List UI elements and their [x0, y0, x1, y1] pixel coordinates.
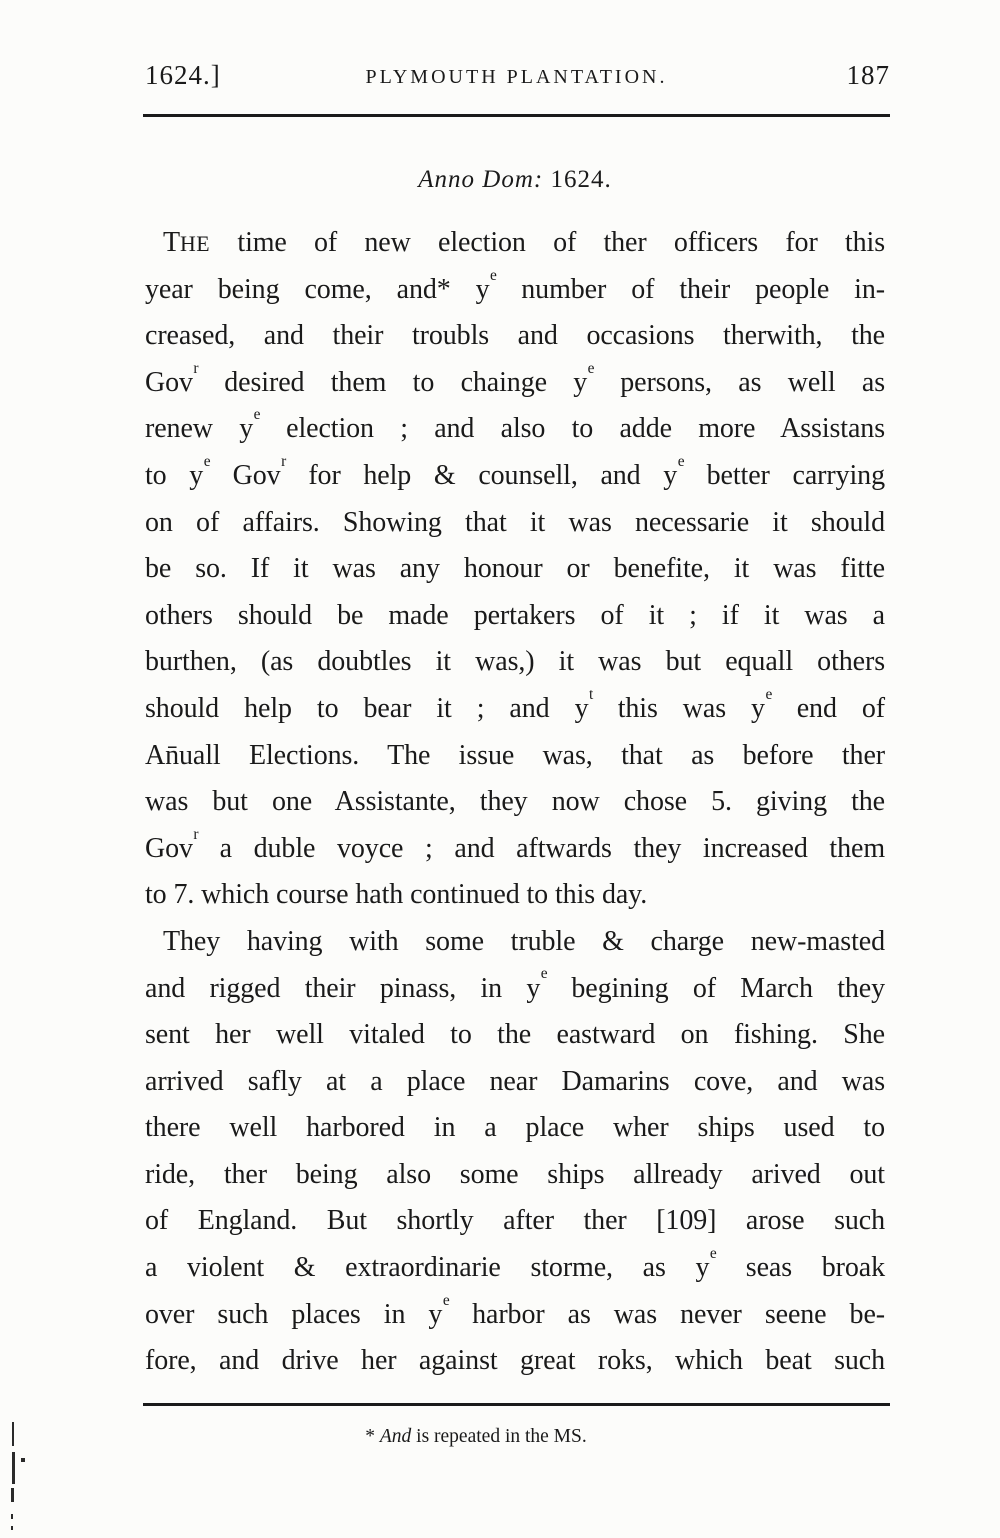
text-line: be so. If it was any honour or benefite, it was fitte	[145, 553, 885, 585]
text-line: creased, and their troubls and occasions therwith, the	[145, 320, 885, 352]
scan-artifact	[0, 1418, 30, 1533]
text-line: fore, and drive her against great roks, which beat such	[145, 1345, 885, 1377]
text-line: and rigged their pinass, in $y^e$ begining of March they	[145, 965, 886, 1004]
body-text	[145, 220, 885, 1385]
text-line: to $y^e$ Gov$^r$ for help & counsell, and $y^e$ better carrying	[145, 452, 885, 491]
folio-year: 1624.]	[145, 60, 221, 90]
text-line: ride, ther being also some ships allready arived out	[145, 1158, 885, 1190]
text-line: sent her well vitaled to the eastward on fishing. She	[145, 1019, 885, 1051]
scan-artifact-mark	[11, 1488, 14, 1502]
page-header	[143, 60, 890, 96]
footnote-rule	[143, 1403, 890, 1406]
text-line: of England. But shortly after ther [109] arose such	[145, 1205, 885, 1237]
header-rule	[143, 114, 890, 117]
text-line: year being come, and* $y^e$ number of their people in-	[145, 266, 885, 305]
text-line: They having with some truble & charge new-masted	[163, 925, 885, 957]
text-line: renew $y^e$ election ; and also to adde more Assistans	[145, 406, 885, 445]
text-line: to 7. which course hath continued to this day.	[145, 879, 648, 911]
scan-artifact-mark	[11, 1514, 13, 1519]
text-line: others should be made pertakers of it ; if it was a	[145, 599, 885, 631]
text-line: should help to bear it ; and $y^t$ this was $y^e$ end of	[145, 685, 885, 724]
text-line: over such places in $y^e$ harbor as was never seene be-	[145, 1291, 885, 1330]
page-number: 187	[846, 60, 890, 90]
text-line: THE time of new election of ther officers for this	[163, 227, 885, 258]
text-line: burthen, (as doubtles it was,) it was but equall others	[145, 646, 885, 678]
text-line: arrived safly at a place near Damarins cove, and was	[145, 1065, 885, 1097]
scan-artifact-mark	[12, 1452, 15, 1484]
scan-artifact-mark	[11, 1526, 13, 1530]
text-line: Gov$^r$ a duble voyce ; and aftwards they increased them	[145, 825, 885, 864]
footnote: * And is repeated in the MS.	[365, 1426, 587, 1447]
section-heading: Anno Dom: 1624.	[418, 166, 612, 193]
text-line: Gov$^r$ desired them to chainge $y^e$ persons, as well as	[145, 359, 885, 398]
scan-artifact-mark	[21, 1458, 25, 1462]
text-line: on of affairs. Showing that it was necessarie it should	[145, 506, 885, 538]
scan-artifact-mark	[12, 1422, 14, 1446]
text-line: a violent & extraordinarie storme, as $y^e$ seas broak	[145, 1245, 885, 1284]
text-line: was but one Assistante, they now chose 5. giving the	[145, 786, 885, 818]
text-line: An̄uall Elections. The issue was, that as before ther	[145, 739, 885, 771]
running-title: PLYMOUTH PLANTATION.	[365, 66, 668, 88]
text-line: there well harbored in a place wher ships used to	[145, 1112, 885, 1144]
